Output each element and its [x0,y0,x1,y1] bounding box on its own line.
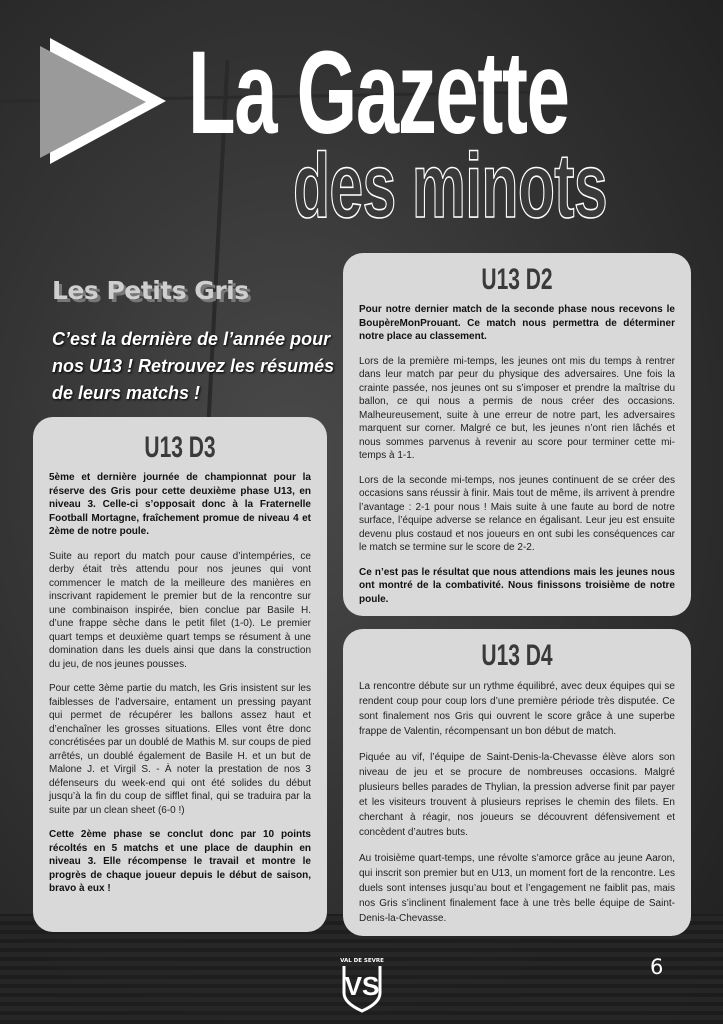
play-triangle-icon [30,28,170,168]
article-title: U13 D3 [144,431,216,464]
article-paragraph: Suite au report du match pour cause d’intempéries, ce derby était très attendu pour nos jeunes qui vont commencer le match de la meilleure des manières en inscrivant rapidement le premier but de la rencontre sur une combinaison inspirée, bien conclue par Basile H. d’une frappe sèche dans le petit filet (1-0). Le premier quart temps et deuxième quart temps se résument à une domination dans les duels ainsi que dans la construction du jeu, de nos jeunes pousses. [49,550,311,670]
gazette-subtitle: des minots [293,135,607,237]
right-column [343,253,691,936]
article-paragraph: La rencontre débute sur un rythme équilibré, avec deux équipes qui se rendent coup pour coup lors d’une première période très disputée. Ce sont finalement nos Gris qui ouvrent le score grâce à une superbe frappe de Valentin, récompensant un bon début de match. [359,681,675,737]
page-number: 6 [650,955,664,979]
article-u13-d2 [343,253,691,616]
section-intro: C’est la dernière de l’année pour nos U13 ! Retrouvez les résumés de leurs matchs ! [52,329,335,403]
svg-text:VS: VS [344,971,380,1001]
article-paragraph: Pour cette 3ème partie du match, les Gris insistent sur les faiblesses de l’adversaire, entament un pressing payant qui permet de récupérer les ballons assez haut et d’enchaîner les grosses situations. Elles vont être donc concrétisées par un doublé de Mathis M. sur coups de pied arrêtés, un doublé également de Basile H. et un but de Malone J. et Virgil S. - À noter la prestation de nos 3 défenseurs du week-end qui ont été solides du début jusqu’à la fin du coup de sifflet final, qui se traduira par la suite par un clean sheet (6-0 !) [49,683,311,816]
section-title: Les Petits Gris [52,276,249,305]
article-conclusion: Ce n’est pas le résultat que nous attendions mais les jeunes nous ont montré de la combativité. Nous finissons troisième de notre poule. [359,566,675,605]
club-logo-icon [340,955,384,1013]
article-title: U13 D2 [481,263,553,296]
article-lead: 5ème et dernière journée de championnat pour la réserve des Gris pour cette deuxième phase U13, en niveau 3. Celle-ci s’opposait donc à la Fraternelle Football Mortagne, fraîchement promue de niveau 4 et 2ème de notre poule. [49,472,311,537]
article-u13-d4 [343,629,691,936]
svg-text:VAL DE SEVRE: VAL DE SEVRE [340,958,384,964]
article-lead: Pour notre dernier match de la seconde phase nous recevons le BoupèreMonProuant. Ce match nous permettra de déterminer notre place au classement. [359,304,675,342]
gazette-title: La Gazette [188,27,569,159]
article-u13-d3 [33,417,327,932]
article-paragraph: Au troisième quart-temps, une révolte s’amorce grâce au jeune Aaron, qui inscrit son premier but en U13, un moment fort de la rencontre. Les duels sont intenses jusqu’au bout et l’engagement ne faiblit pas, mais nos Gris s’inclinent finalement face à une très belle équipe de Saint-Denis-la-Chevasse. [359,853,675,924]
article-title: U13 D4 [481,639,553,672]
article-conclusion: Cette 2ème phase se conclut donc par 10 points récoltés en 5 matchs et une place de dauphin en niveau 3. Elle récompense le travail et montre le progrès de chaque joueur depuis le début de saison, bravo à eux ! [49,829,311,894]
article-paragraph: Lors de la première mi-temps, les jeunes ont mis du temps à rentrer dans leur match par peur du physique des adversaires. Une fois la crainte passée, nos jeunes ont su s’imposer et prendre la maîtrise du ballon, ce qui nous a permis de nous créer des occasions. Malheureusement, suite à une erreur de notre part, les adversaires marquent sur corner. Malgré ce but, les jeunes n’ont rien lâchés et nous sommes parvenus à revenir au score pour terminer cette mi-temps à 1-1. [359,355,675,461]
article-paragraph: Lors de la seconde mi-temps, nos jeunes continuent de se créer des occasions sans réussir à finir. Mais tout de même, ils arrivent à prendre l’avantage : 2-1 pour nous ! Mais suite à une faute au bord de notre surface, l’équipe adverse se relance en égalisant. Leur jeu est ensuite devenu plus costaud et nos joueurs en ont subi les conséquences car le match se termine sur le score de 2-2. [359,474,675,553]
article-paragraph: Piquée au vif, l’équipe de Saint-Denis-la-Chevasse élève alors son niveau de jeu et se procure de nombreuses occasions. Malgré plusieurs belles parades de Thylian, la pression adverse finit par payer et les visiteurs trouvent à plusieurs reprises le chemin des filets. En cherchant à réagir, nos joueurs se découvrent défensivement et concèdent d’autres buts. [359,752,675,838]
